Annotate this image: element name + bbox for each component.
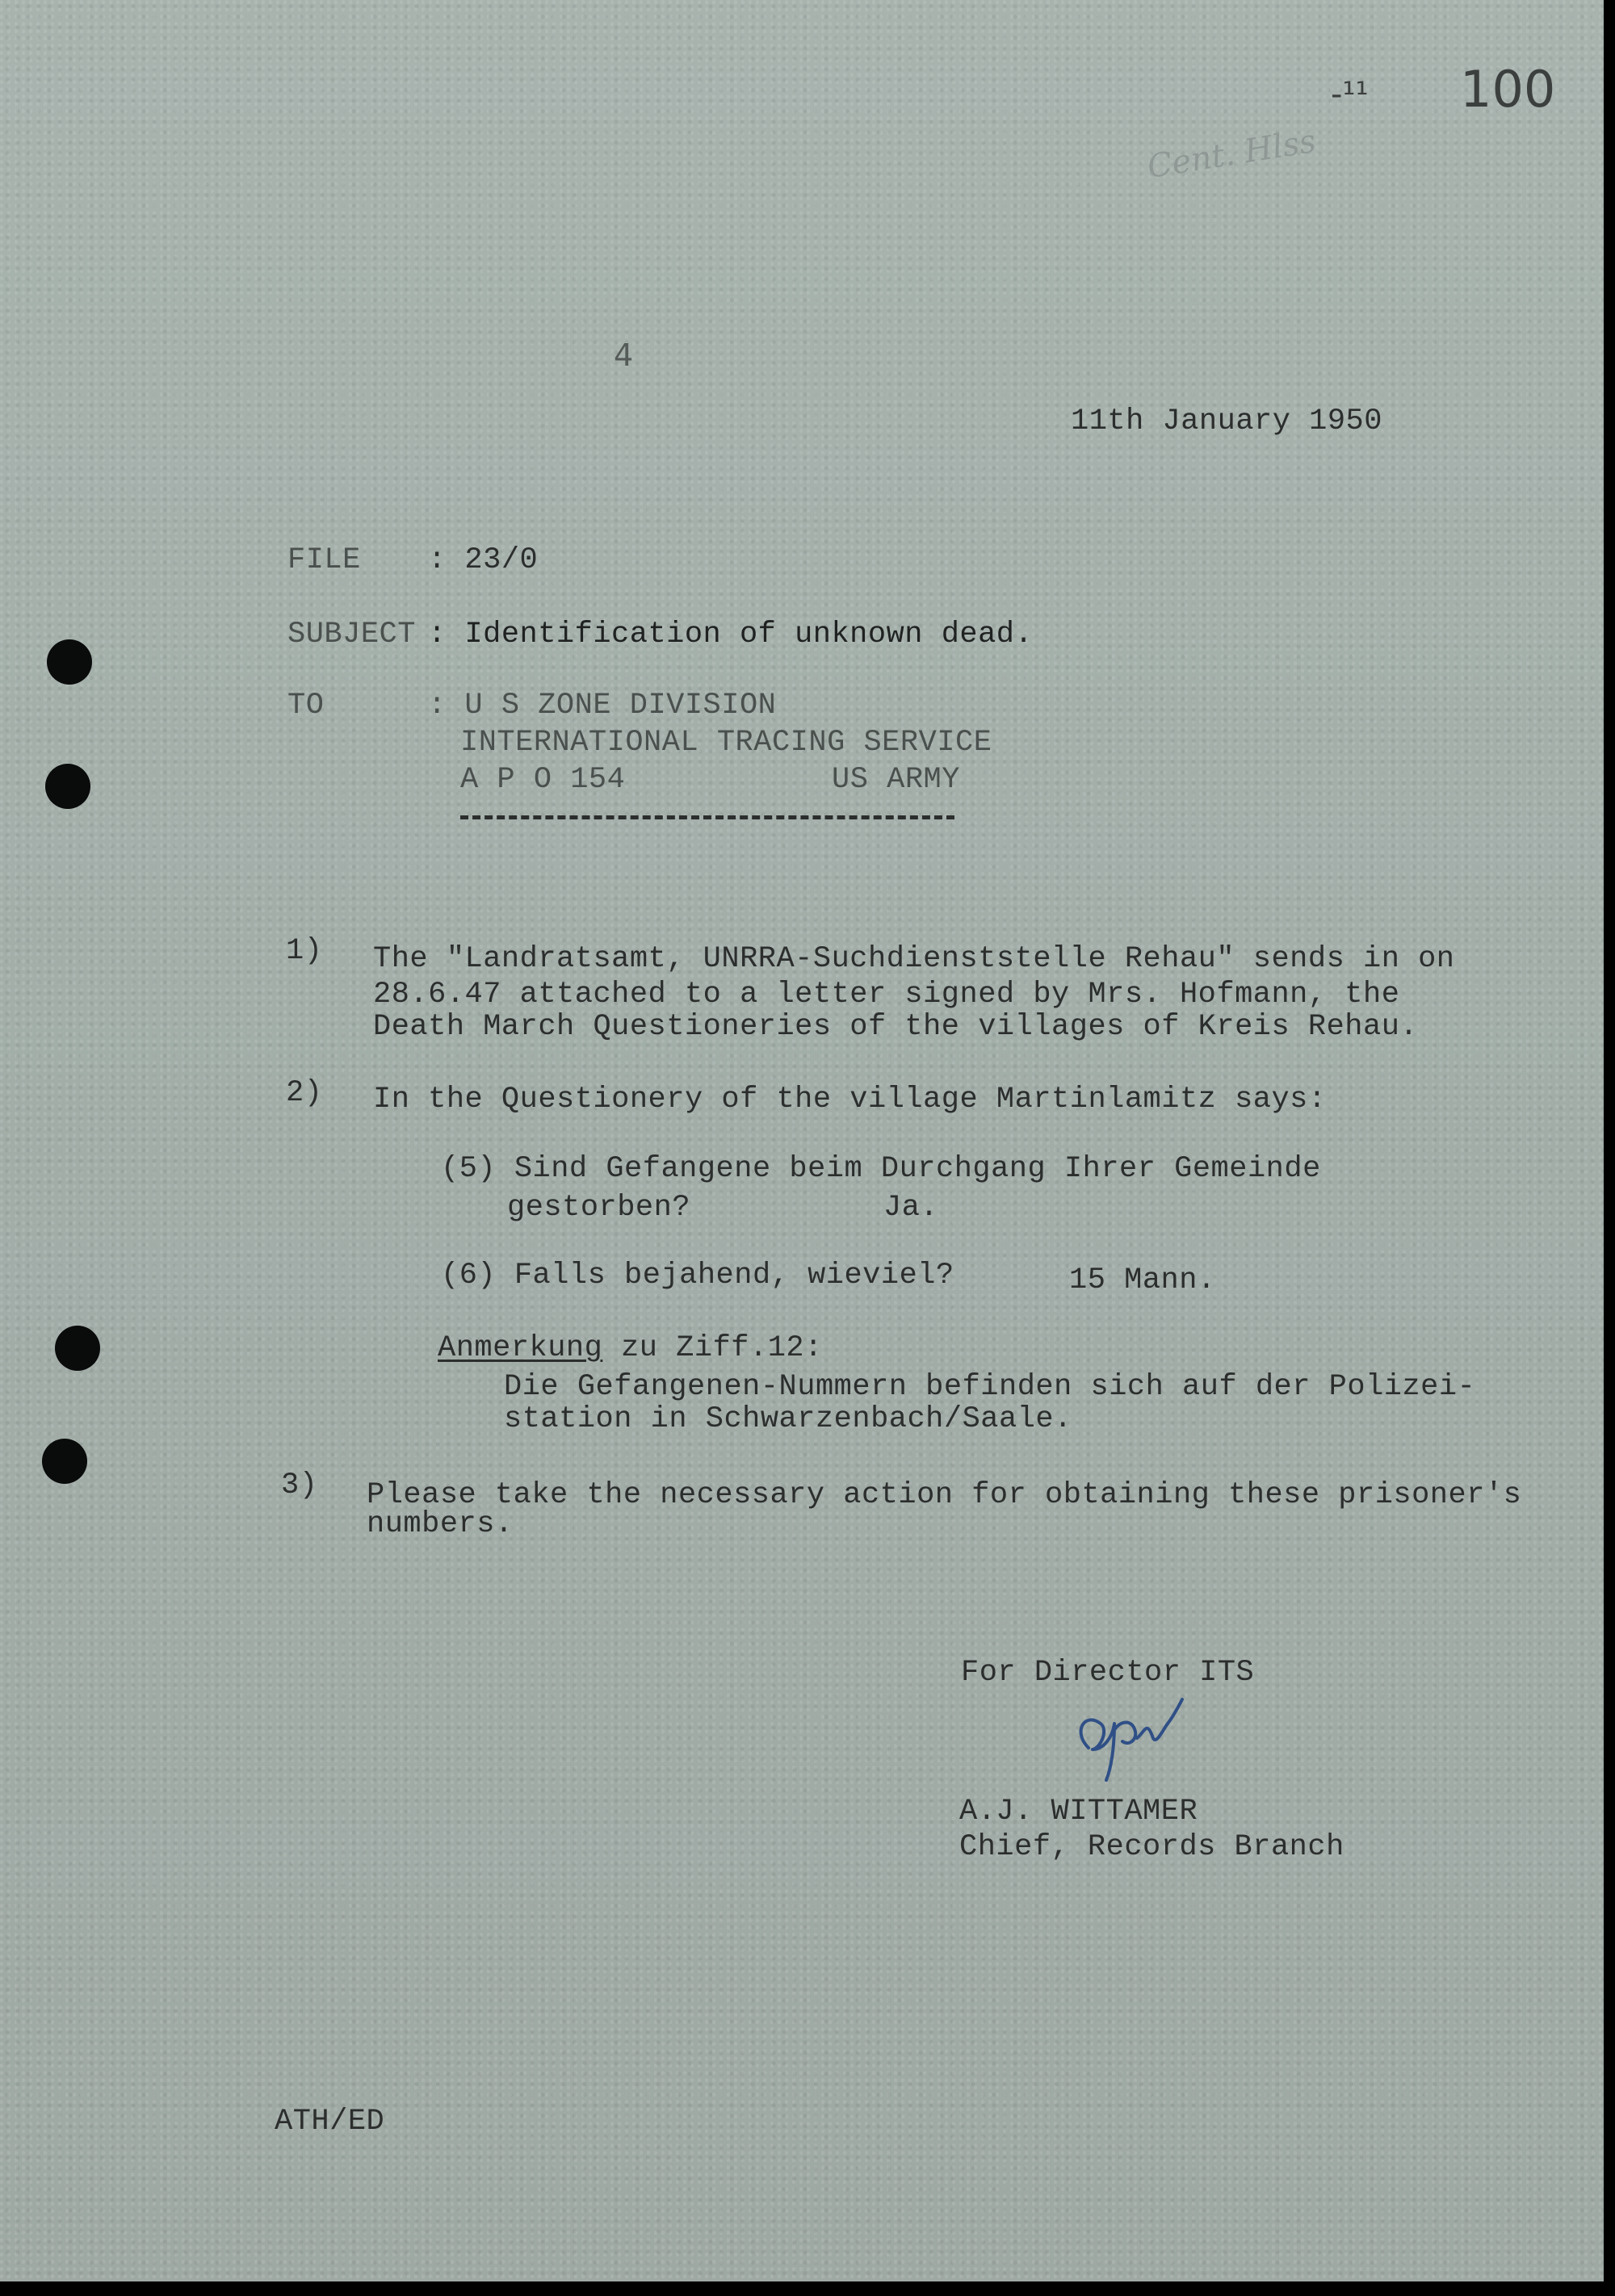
for-director-line: For Director ITS xyxy=(961,1656,1255,1690)
paragraph-1-line-3: Death March Questioneries of the villages of Kreis Rehau. xyxy=(373,1010,1419,1044)
to-line-2: INTERNATIONAL TRACING SERVICE xyxy=(460,726,992,760)
signatory-name: A.J. WITTAMER xyxy=(959,1795,1198,1829)
page-mark: -¹¹ xyxy=(1331,76,1369,113)
note-line-1: Die Gefangenen-Nummern befinden sich auf der Polizei- xyxy=(504,1370,1476,1404)
note-label: Anmerkung xyxy=(438,1331,603,1365)
paragraph-3-line-1: Please take the necessary action for obtaining these prisoner's xyxy=(367,1478,1522,1512)
question-5-line-1: (5) Sind Gefangene beim Durchgang Ihrer Gemeinde xyxy=(441,1152,1321,1186)
paragraph-2-number: 2) xyxy=(286,1076,323,1110)
reference-initials: ATH/ED xyxy=(275,2105,385,2139)
paragraph-1-line-2: 28.6.47 attached to a letter signed by Mrs. Hofmann, the xyxy=(373,978,1400,1012)
question-6-line-1: (6) Falls bejahend, wieviel? xyxy=(441,1259,954,1293)
pencil-note: Cent. Hlss xyxy=(1144,122,1319,186)
paragraph-3-number: 3) xyxy=(281,1469,318,1502)
signatory-title: Chief, Records Branch xyxy=(959,1830,1344,1864)
paragraph-1-line-1: The "Landratsamt, UNRRA-Suchdienststelle Rehau" sends in on xyxy=(373,942,1455,976)
subject-label: SUBJECT xyxy=(287,618,416,652)
address-underline xyxy=(460,815,954,819)
punch-hole-1 xyxy=(47,639,92,685)
note-label-rest: zu Ziff.12: xyxy=(621,1331,823,1365)
paragraph-3-line-2: numbers. xyxy=(367,1507,514,1541)
punch-hole-2 xyxy=(45,764,90,809)
margin-mark: 4 xyxy=(614,337,634,373)
page-number: 100 xyxy=(1460,60,1556,119)
document-date: 11th January 1950 xyxy=(1071,404,1382,438)
file-value: : 23/0 xyxy=(428,543,539,577)
to-line-1: : U S ZONE DIVISION xyxy=(428,689,777,723)
to-line-3b: US ARMY xyxy=(832,763,960,797)
note-line-2: station in Schwarzenbach/Saale. xyxy=(504,1402,1072,1436)
subject-value: : Identification of unknown dead. xyxy=(428,618,1034,652)
paragraph-1-number: 1) xyxy=(286,934,323,968)
to-line-3a: A P O 154 xyxy=(460,763,626,797)
file-label: FILE xyxy=(287,543,361,577)
to-label: TO xyxy=(287,689,325,723)
handwritten-signature xyxy=(1064,1691,1193,1788)
punch-hole-3 xyxy=(55,1326,100,1371)
paragraph-2-line-1: In the Questionery of the village Martinlamitz says: xyxy=(373,1083,1327,1117)
note-heading xyxy=(438,1330,823,1366)
question-6-answer: 15 Mann. xyxy=(1069,1263,1216,1297)
question-5-line-2: gestorben? xyxy=(507,1191,691,1225)
question-5-answer: Ja. xyxy=(883,1191,939,1225)
punch-hole-4 xyxy=(42,1439,87,1484)
